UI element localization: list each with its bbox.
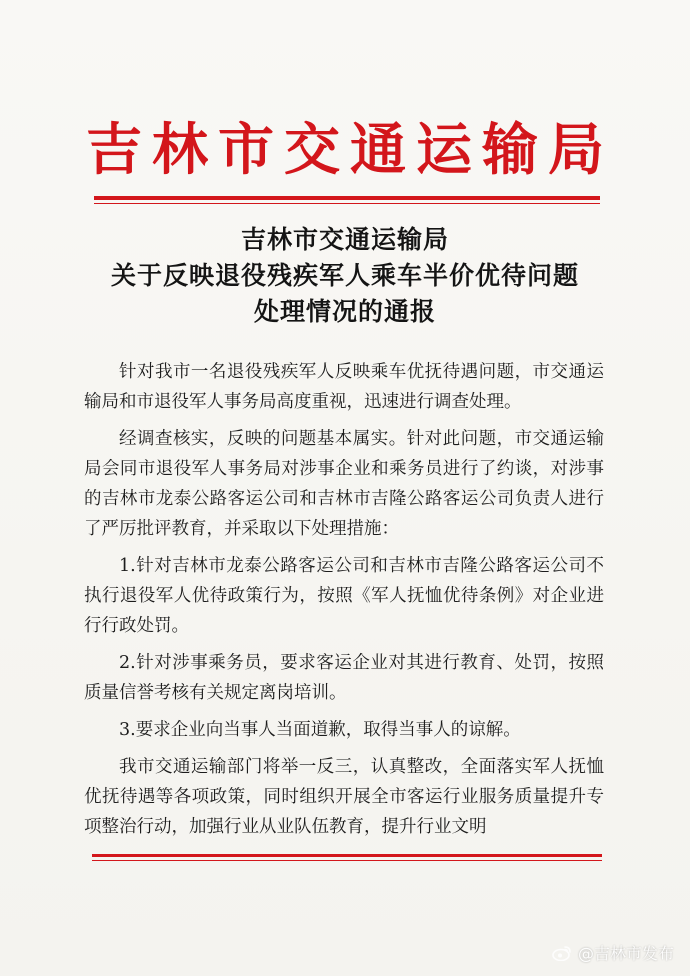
letterhead-org-name: 吉林市交通运输局 xyxy=(86,117,614,183)
body-paragraph-3: 1.针对吉林市龙泰公路客运公司和吉林市吉隆公路客运公司不执行退役军人优待政策行为，按照《军人抚恤优待条例》对企业进行行政处罚。 xyxy=(84,556,604,636)
weibo-icon xyxy=(552,945,572,961)
body-paragraph-2: 经调查核实，反映的问题基本属实。针对此问题，市交通运输局会同市退役军人事务局对涉事企业和乘务员进行了约谈，对涉事的吉林市龙泰公路客运公司和吉林市吉隆公路客运公司负责人进行了严厉批评教育，并采取以下处理措施： xyxy=(84,429,604,539)
letterhead-red-rule-thick xyxy=(94,196,600,200)
watermark-text: @吉林市发布 xyxy=(577,944,674,963)
footer-red-rule-thick xyxy=(92,854,602,857)
title-line-1: 吉林市交通运输局 xyxy=(240,225,449,254)
footer-red-rule-thin xyxy=(92,860,602,861)
title-line-2: 关于反映退役残疾军人乘车半价优待问题 xyxy=(110,261,579,290)
document-title xyxy=(0,222,690,330)
source-watermark xyxy=(552,941,674,964)
document-body xyxy=(84,357,604,849)
title-line-3: 处理情况的通报 xyxy=(253,297,436,326)
letterhead-red-rule-thin xyxy=(94,203,600,204)
body-paragraph-4: 2.针对涉事乘务员，要求客运企业对其进行教育、处罚，按照质量信誉考核有关规定离岗培训。 xyxy=(84,653,604,703)
body-paragraph-5: 3.要求企业向当事人当面道歉，取得当事人的谅解。 xyxy=(119,720,521,740)
body-paragraph-6: 我市交通运输部门将举一反三，认真整改，全面落实军人抚恤优抚待遇等各项政策，同时组织开展全市客运行业服务质量提升专项整治行动，加强行业从业队伍教育，提升行业文明 xyxy=(84,757,604,837)
body-paragraph-1: 针对我市一名退役残疾军人反映乘车优抚待遇问题，市交通运输局和市退役军人事务局高度重视，迅速进行调查处理。 xyxy=(84,362,604,412)
